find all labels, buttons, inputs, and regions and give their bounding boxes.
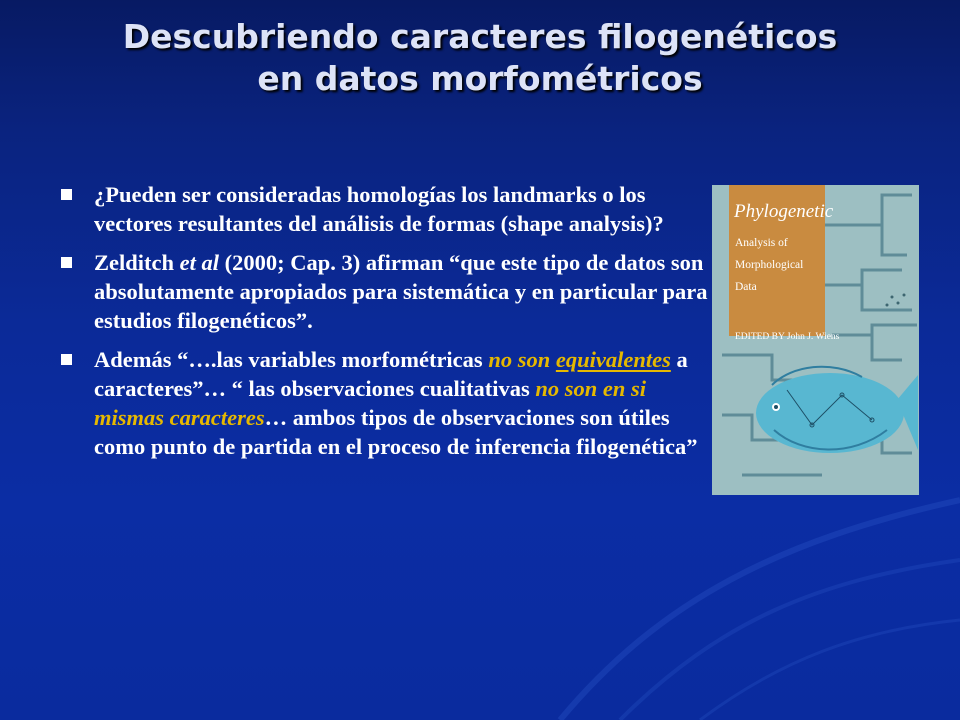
book-editor: EDITED BY John J. Wiens	[735, 332, 840, 342]
book-subtitle-line2: Morphological	[735, 259, 804, 271]
bullet-item-ademas	[58, 345, 708, 461]
bullet-list	[58, 180, 708, 471]
bullet-text: ¿Pueden ser consideradas homologías los landmarks o los vectores resultantes del análisis de formas (shape analysis)?	[94, 182, 664, 236]
slide-title	[40, 16, 920, 100]
highlight-text: no son	[488, 347, 551, 372]
highlight-text-underlined: equivalentes	[555, 347, 671, 372]
bullet-text: Zelditch	[94, 250, 180, 275]
bullet-text: Además “….las variables morfométricas	[94, 347, 489, 372]
bullet-italic-text: et al	[179, 250, 220, 275]
square-bullet-icon	[61, 257, 72, 268]
highlight-text: no son en si mismas caracteres	[94, 376, 647, 430]
book-subtitle-line1: Analysis of	[735, 237, 788, 249]
slide-title-line1: Descubriendo caracteres filogenéticos	[122, 17, 838, 56]
bullet-item-homologies	[58, 180, 708, 238]
bullet-text: a caracteres”… “ las observaciones cualitativas	[94, 347, 688, 401]
bullet-item-zelditch	[58, 248, 708, 335]
slide-title-line2: en datos morfométricos	[257, 59, 703, 98]
book-cover-image	[712, 185, 919, 495]
book-subtitle-line3: Data	[735, 281, 757, 293]
square-bullet-icon	[61, 189, 72, 200]
bullet-text: … ambos tipos de observaciones son útiles como punto de partida en el proceso de inferencia filogenética”	[94, 405, 698, 459]
bullet-text: (2000; Cap. 3) afirman “que este tipo de datos son absolutamente apropiados para sistemática y en particular para estudios filogenéticos”.	[94, 250, 708, 333]
book-title: Phylogenetic	[734, 201, 834, 222]
square-bullet-icon	[61, 354, 72, 365]
